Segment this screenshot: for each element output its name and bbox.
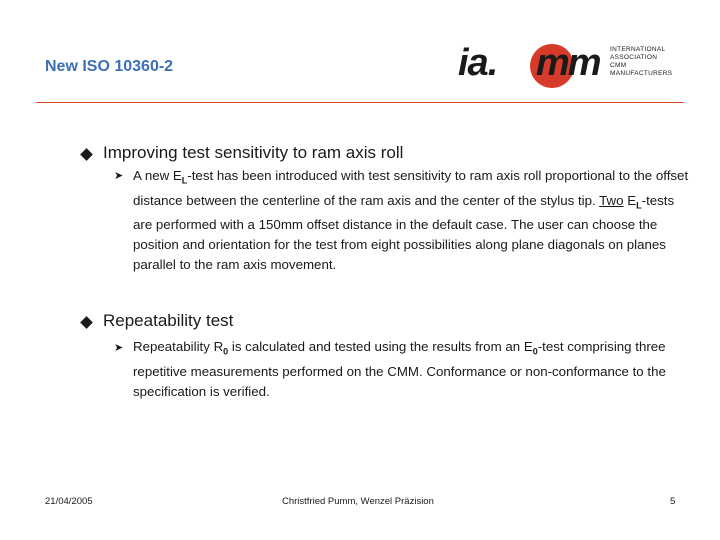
- logo-ia-text: ia.: [458, 42, 498, 84]
- footer-date: 21/04/2005: [45, 496, 93, 507]
- logo-mm-text: mm: [536, 42, 600, 84]
- section-paragraph: [133, 166, 693, 275]
- section-paragraph: [133, 337, 693, 402]
- text-run: -tests are performed with a 150mm offset distance in the default case. The user can choose the position and orientation for the test from eight possibilities along plane diagonals on planes parallel to the ram axis movement.: [133, 192, 675, 273]
- footer-page-number: 5: [670, 496, 676, 507]
- logo-caption-line1: INTERNATIONAL: [610, 46, 666, 53]
- slide-title: New ISO 10360-2: [45, 58, 174, 75]
- logo-caption-line2: ASSOCIATION: [610, 54, 658, 61]
- logo-caption-line3: CMM MANUFACTURERS: [610, 62, 673, 77]
- underlined-text: Two: [599, 192, 624, 208]
- title-rule: [36, 102, 684, 103]
- logo-caption: [610, 46, 690, 78]
- section-heading: Improving test sensitivity to ram axis roll: [103, 143, 404, 162]
- text-run: A new E: [133, 168, 182, 183]
- section-heading: Repeatability test: [103, 311, 234, 330]
- text-run: -test comprising three repetitive measurements performed on the CMM. Conformance or non-conformance to the specification is verified.: [133, 339, 666, 399]
- footer-author: Christfried Pumm, Wenzel Präzision: [282, 496, 434, 507]
- text-run: is calculated and tested using the results from an E: [228, 339, 533, 354]
- arrow-bullet-icon: ➤: [114, 170, 124, 182]
- text-run: -test has been introduced with test sensitivity to ram axis roll proportional to the offset distance between the centerline of the ram axis and the center of the stylus tip.: [133, 168, 689, 208]
- subscript: L: [181, 175, 188, 186]
- arrow-bullet-icon: ➤: [114, 342, 124, 354]
- text-run: E: [623, 192, 637, 208]
- subscript: L: [636, 200, 642, 211]
- logo: [458, 40, 690, 92]
- subscript: 0: [532, 346, 538, 357]
- bullet-diamond-icon: [80, 148, 93, 161]
- subscript: 0: [223, 346, 229, 357]
- bullet-diamond-icon: [80, 316, 93, 329]
- text-run: Repeatability R: [133, 339, 224, 354]
